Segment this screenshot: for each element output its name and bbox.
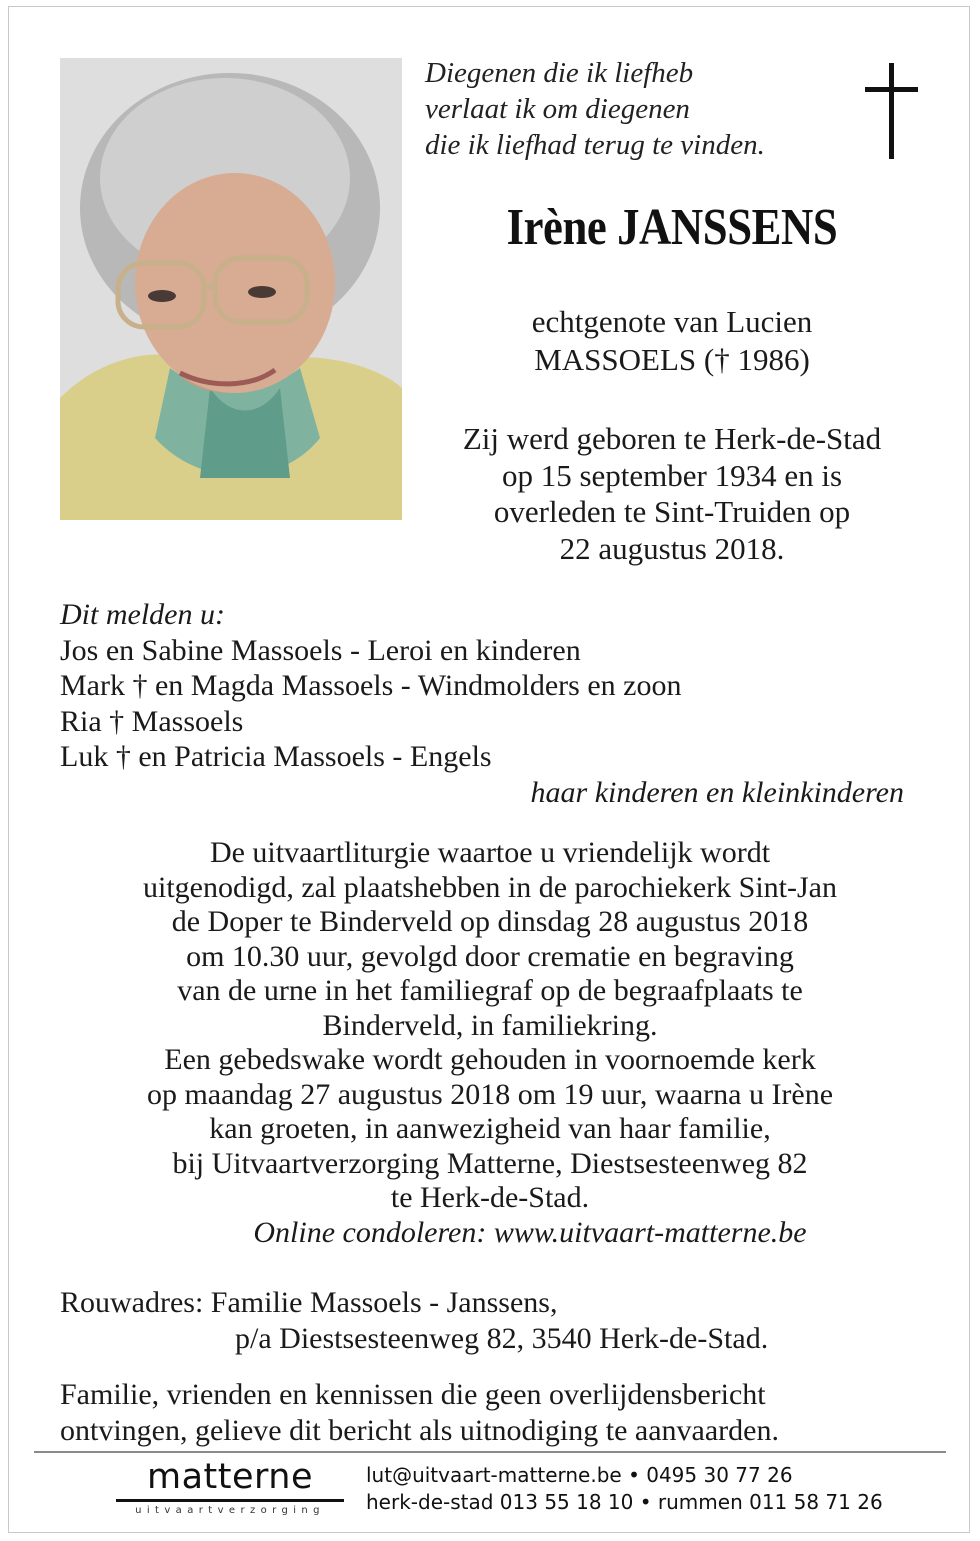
ceremony-line: de Doper te Binderveld op dinsdag 28 augustus 2018 bbox=[171, 905, 809, 938]
notice-line: ontvingen, gelieve dit bericht als uitnodiging te aanvaarden. bbox=[60, 1413, 779, 1447]
poem-line: die ik liefhad terug te vinden. bbox=[425, 129, 765, 161]
family-line: Luk † en Patricia Massoels - Engels bbox=[60, 740, 492, 773]
ceremony-line: De uitvaartliturgie waartoe u vriendelijk wordt bbox=[209, 836, 771, 869]
poem-line: Diegenen die ik liefheb bbox=[425, 57, 694, 89]
ceremony-line: te Herk-de-Stad. bbox=[390, 1181, 590, 1214]
cross-icon bbox=[862, 63, 922, 159]
logo-word: matterne bbox=[146, 1457, 313, 1497]
ceremony-line: bij Uitvaartverzorging Matterne, Diestsesteenweg 82 bbox=[172, 1146, 808, 1180]
spouse-line: echtgenote van Lucien bbox=[531, 304, 813, 339]
birth-death-info bbox=[410, 421, 934, 567]
family-announcement bbox=[60, 597, 920, 810]
poem-line: verlaat ik om diegenen bbox=[425, 93, 690, 125]
family-line: Ria † Massoels bbox=[60, 704, 244, 738]
online-condolence-link[interactable]: Online condoleren: www.uitvaart-matterne.be bbox=[253, 1215, 807, 1249]
portrait-photo bbox=[60, 58, 402, 520]
mourning-address bbox=[60, 1285, 920, 1357]
logo-subtitle: uitvaartverzorging bbox=[135, 1505, 325, 1516]
family-line: Mark † en Magda Massoels - Windmolders en zoon bbox=[60, 669, 682, 702]
footer-divider bbox=[34, 1451, 946, 1453]
ceremony-line: op maandag 27 augustus 2018 om 19 uur, waarna u Irène bbox=[146, 1077, 834, 1111]
ceremony-line: Binderveld, in familiekring. bbox=[322, 1008, 658, 1042]
invitation-notice bbox=[60, 1377, 930, 1448]
contact-line-offices: herk-de-stad 013 55 18 10 • rummen 011 58 71 26 bbox=[366, 1490, 883, 1514]
ceremony-line: van de urne in het familiegraf op de begraafplaats te bbox=[177, 974, 803, 1007]
spouse-line: MASSOELS († 1986) bbox=[534, 342, 810, 377]
birth-line: 22 augustus 2018. bbox=[559, 530, 785, 566]
ceremony-line: uitgenodigd, zal plaatshebben in de parochiekerk Sint-Jan bbox=[143, 870, 837, 904]
spouse-info bbox=[410, 303, 934, 379]
matterne-logo bbox=[116, 1457, 344, 1516]
family-line: Jos en Sabine Massoels - Leroi en kinderen bbox=[60, 633, 581, 667]
contact-info bbox=[366, 1462, 886, 1516]
ceremony-line: om 10.30 uur, gevolgd door crematie en begraving bbox=[186, 939, 794, 973]
poem bbox=[425, 55, 845, 163]
ceremony-details bbox=[40, 836, 940, 1250]
announcement-signature: haar kinderen en kleinkinderen bbox=[530, 775, 904, 809]
birth-line: overleden te Sint-Truiden op bbox=[493, 494, 851, 529]
birth-line: op 15 september 1934 en is bbox=[501, 457, 843, 493]
deceased-name: Irène JANSSENS bbox=[506, 199, 838, 256]
address-line: Rouwadres: Familie Massoels - Janssens, bbox=[60, 1286, 558, 1319]
ceremony-line: kan groeten, in aanwezigheid van haar familie, bbox=[209, 1112, 771, 1145]
logo-bar bbox=[116, 1499, 344, 1502]
contact-line-email-phone[interactable]: lut@uitvaart-matterne.be • 0495 30 77 26 bbox=[366, 1463, 793, 1487]
notice-line: Familie, vrienden en kennissen die geen overlijdensbericht bbox=[60, 1378, 766, 1411]
ceremony-line: Een gebedswake wordt gehouden in voornoemde kerk bbox=[164, 1043, 816, 1076]
announcement-intro: Dit melden u: bbox=[60, 598, 225, 631]
birth-line: Zij werd geboren te Herk-de-Stad bbox=[462, 421, 882, 456]
address-line: p/a Diestsesteenweg 82, 3540 Herk-de-Stad. bbox=[235, 1322, 769, 1355]
